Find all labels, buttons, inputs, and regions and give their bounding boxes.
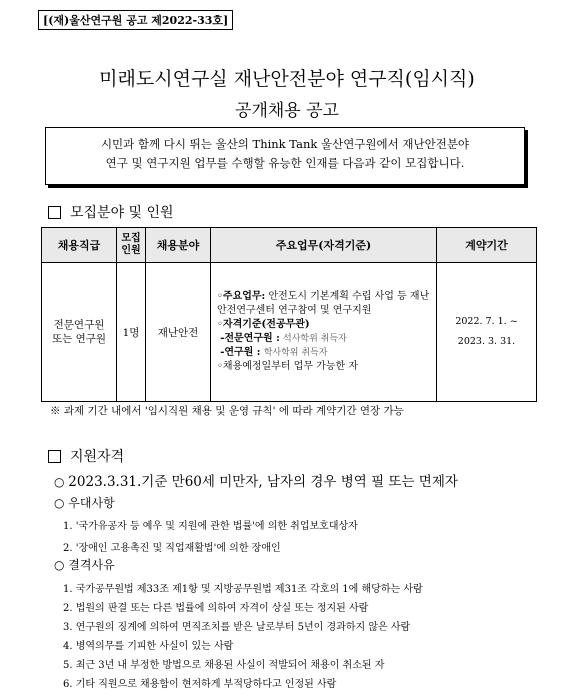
list-item: 6. 기타 직원으로 채용함이 현저하게 부적당하다고 인정된 사람 [63, 679, 337, 690]
table-row [42, 263, 537, 402]
list-item: 1. '국가유공자 등 예우 및 지원에 관한 법률'에 의한 취업보호대상자 [63, 521, 358, 532]
ring-bullet-icon: ○ [54, 496, 69, 510]
extension-note: ※ 과제 기간 내에서 '임시직원 채용 및 운영 규칙' 에 따라 계약기간 연장 가능 [50, 405, 404, 417]
checkbox-square-icon [48, 206, 61, 219]
header-period: 계약기간 [437, 228, 537, 263]
list-item: 2. 법원의 판결 또는 다른 법률에 의하여 자격이 상실 또는 정지된 사람 [63, 603, 369, 614]
junior-label: -연구원 : [220, 347, 261, 358]
list-item: 1. 국가공무원법 제33조 제1항 및 지방공무원법 제31조 각호의 1에 해당하는 사람 [63, 584, 423, 595]
junior-text: 학사학위 취득자 [263, 348, 328, 358]
header-field: 채용분야 [146, 228, 211, 263]
preference-heading [54, 494, 115, 511]
list-item: 5. 최근 3년 내 부정한 방법으로 채용된 사실이 적발되어 채용이 취소된 자 [63, 660, 385, 671]
qualification-label: 자격기준(전공무관) [222, 319, 310, 330]
table-header-row [42, 228, 537, 263]
senior-text: 석사학위 취득자 [283, 334, 347, 344]
header-count: 모집인원 [117, 228, 146, 263]
ring-bullet-icon: ○ [54, 475, 69, 489]
cell-duties: ◦주요업무: 안전도시 기본계획 수립 사업 등 재난안전연구센터 연구참여 및 연구지원 ◦자격기준(전공무관) -전문연구원 : 석사학위 취득자 -연구원 : 학사학위 취득자 ◦채용예정일부터 업무 가능한 자 [211, 263, 437, 402]
header-duties: 주요업무(자격기준) [211, 228, 437, 263]
preference-title: 우대사항 [68, 496, 115, 510]
cell-count: 1명 [117, 263, 146, 402]
duty-label: 주요업무: [222, 291, 266, 302]
intro-line: 연구 및 연구지원 업무를 수행할 유능한 인재를 다음과 같이 모집합니다. [105, 156, 465, 170]
period-start: 2022. 7. 1. ~ [455, 316, 518, 327]
section-title: 지원자격 [70, 449, 125, 465]
header-rank: 채용직급 [42, 228, 117, 263]
list-item: 2. '장애인 고용촉진 및 직업재활법'에 의한 장애인 [63, 543, 281, 554]
disqualification-title: 결격사유 [68, 558, 115, 572]
main-qualification-text: 2023.3.31.기준 만60세 미만자, 남자의 경우 병역 필 또는 면제자 [68, 474, 458, 490]
notice-number-tag: [(재)울산연구원 공고 제2022-33호] [38, 10, 233, 30]
ring-bullet-icon: ○ [54, 558, 69, 572]
intro-box [45, 127, 525, 185]
page-subtitle: 공개채용 공고 [235, 101, 339, 121]
section-title: 모집분야 및 인원 [70, 205, 174, 221]
cell-field: 재난안전 [146, 263, 211, 402]
main-qualification [54, 470, 458, 490]
senior-label: -전문연구원 : [220, 333, 280, 344]
section-qualification-heading [48, 446, 124, 466]
duty-text: 안전도시 기본계획 수립 사업 등 재난안전연구센터 연구참여 및 연구지원 [217, 291, 430, 316]
page-title: 미래도시연구실 재난안전분야 연구직(임시직) [99, 68, 475, 90]
cell-rank: 전문연구원 또는 연구원 [42, 263, 117, 402]
disqualification-heading [54, 556, 115, 573]
intro-line: 시민과 함께 다시 뛰는 울산의 Think Tank 울산연구원에서 재난안전분야 [100, 137, 470, 151]
checkbox-square-icon [48, 450, 61, 463]
list-item: 4. 병역의무를 기피한 사실이 있는 사람 [63, 641, 234, 652]
list-item: 3. 연구원의 징계에 의하여 면직조치를 받은 날로부터 5년이 경과하지 않은 사람 [63, 622, 411, 633]
recruitment-table [41, 227, 537, 402]
cell-period [437, 263, 537, 402]
availability-text: 채용예정일부터 업무 가능한 자 [222, 361, 359, 372]
section-recruitment-heading [48, 202, 174, 222]
period-end: 2023. 3. 31. [457, 336, 516, 347]
